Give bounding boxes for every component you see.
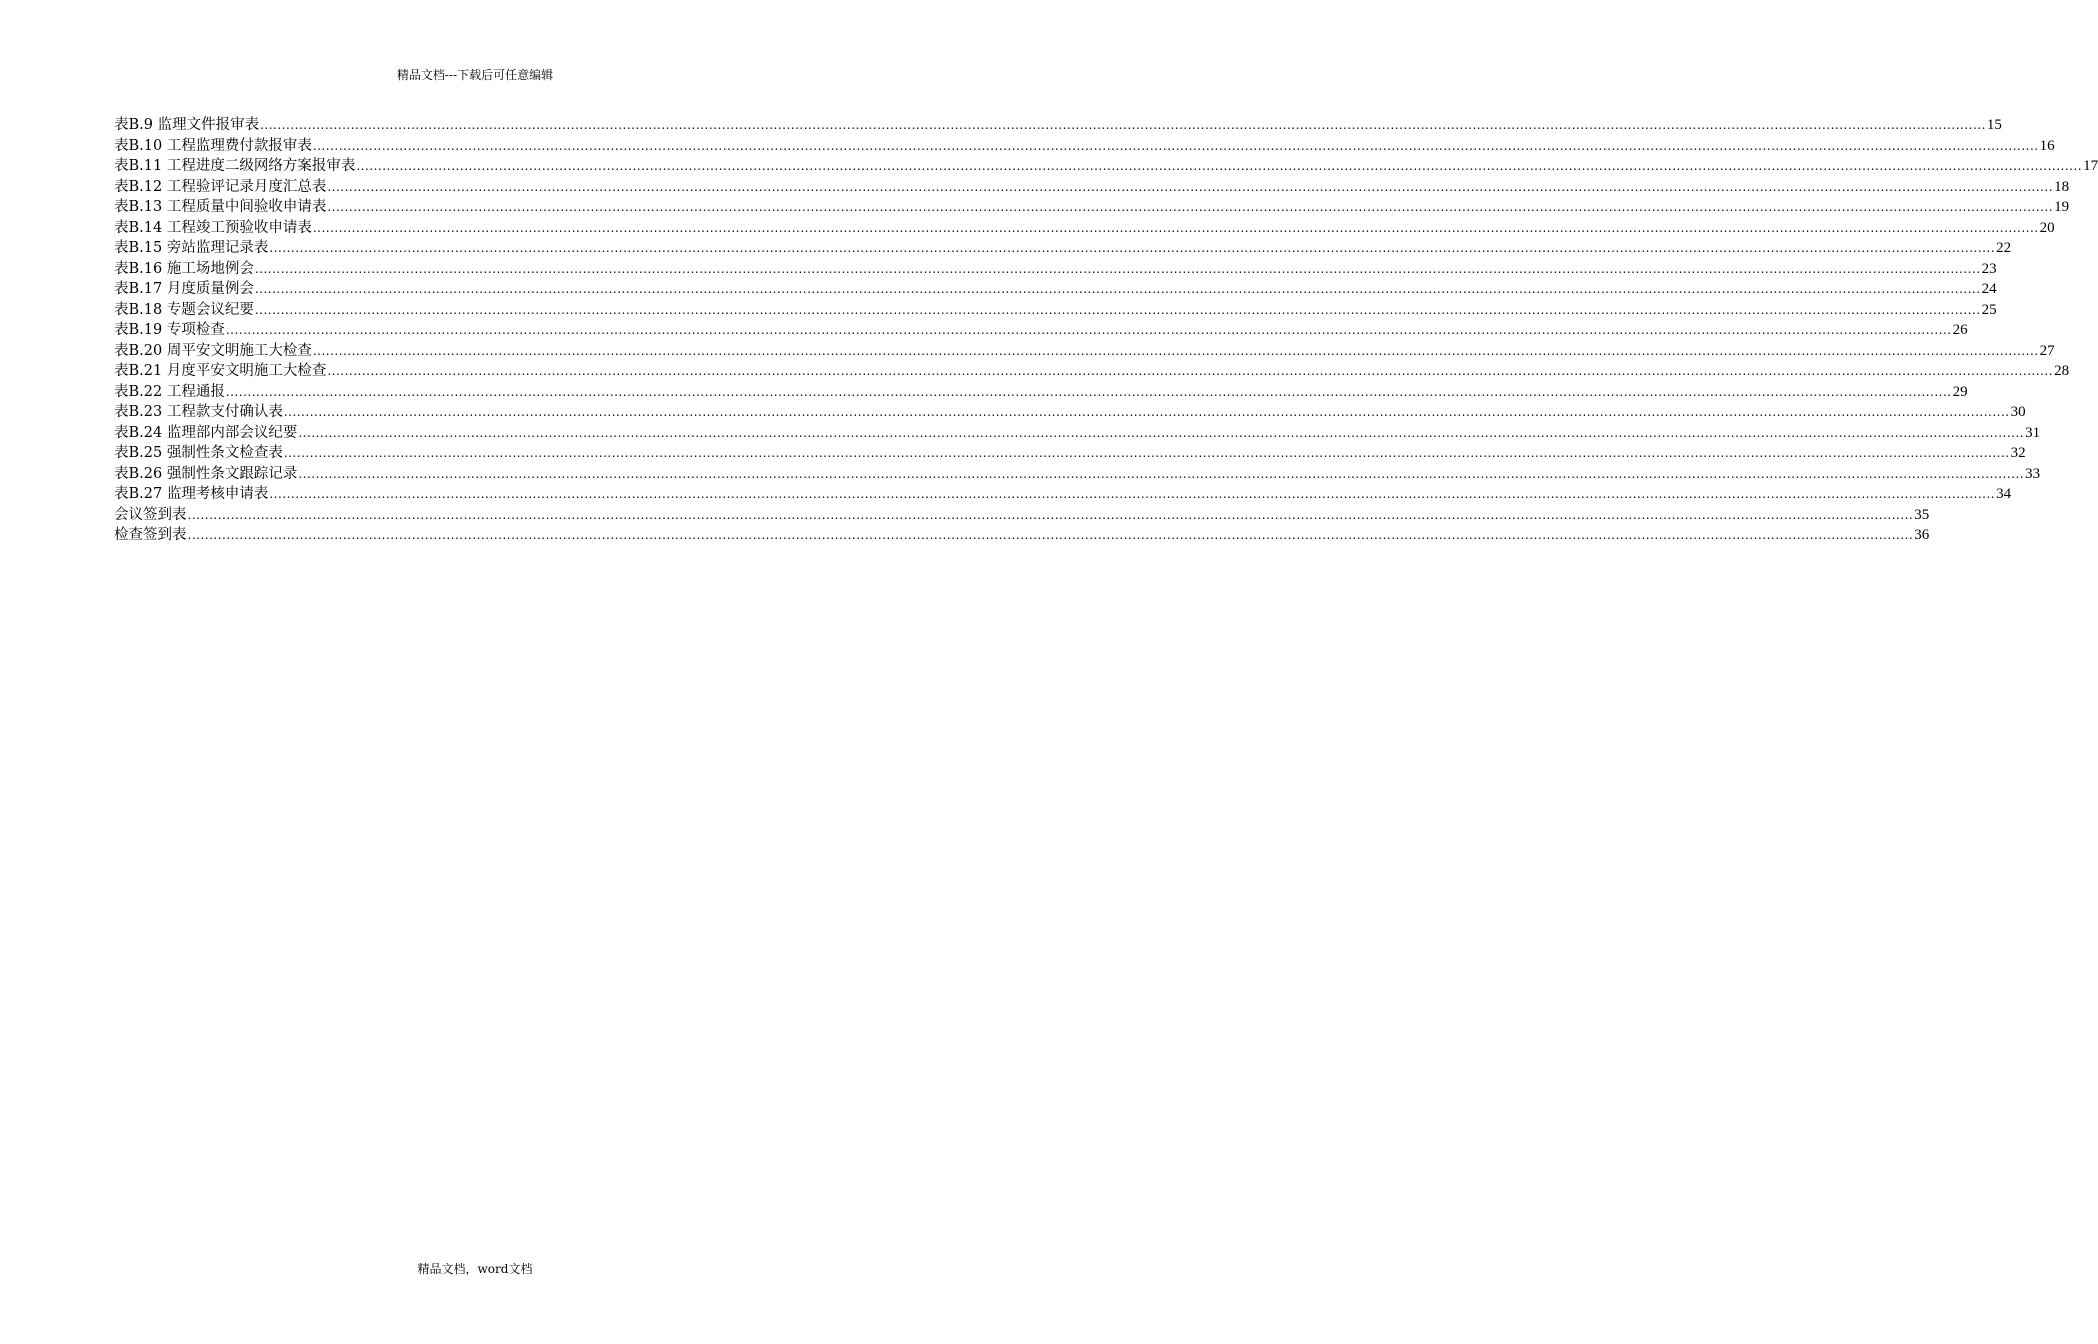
toc-dot-leader: ................................................................................................................................................................................................................................................................................................................................................................................................................ xyxy=(187,507,1914,522)
toc-entry[interactable] xyxy=(114,136,2055,157)
toc-entry[interactable] xyxy=(114,484,2012,505)
toc-entry-title: 表B.18 专题会议纪要 xyxy=(114,301,254,318)
toc-entry-title: 表B.11 工程进度二级网络方案报审表 xyxy=(114,158,356,174)
toc-entry-title: 表B.17 月度质量例会 xyxy=(114,281,254,297)
toc-entry-title: 表B.16 施工场地例会 xyxy=(114,260,254,277)
toc-dot-leader: ................................................................................................................................................................................................................................................................................................................................................................................................................ xyxy=(312,343,2039,358)
page-footer: 精品文档，word文档 xyxy=(417,1262,533,1276)
toc-entry-page-number: 36 xyxy=(1914,527,1930,543)
toc-entry-page-number: 17 xyxy=(2083,158,2098,174)
toc-entry-page-number: 27 xyxy=(2039,342,2055,359)
toc-entry[interactable] xyxy=(114,402,2026,423)
toc-entry-page-number: 23 xyxy=(1981,260,1997,277)
toc-entry-page-number: 19 xyxy=(2054,199,2070,215)
toc-entry[interactable] xyxy=(114,341,2055,362)
toc-entry-page-number: 35 xyxy=(1914,506,1930,523)
toc-entry-page-number: 15 xyxy=(1986,117,2002,133)
toc-entry-title: 表B.25 强制性条文检查表 xyxy=(114,445,283,461)
toc-dot-leader: ................................................................................................................................................................................................................................................................................................................................................................................................................ xyxy=(356,159,2083,173)
toc-entry-title: 检查签到表 xyxy=(114,527,187,543)
toc-entry-page-number: 32 xyxy=(2010,445,2026,461)
toc-entry[interactable] xyxy=(114,300,1997,321)
toc-entry[interactable] xyxy=(114,218,2055,239)
toc-entry-title: 表B.19 专项检查 xyxy=(114,322,225,338)
toc-entry-title: 表B.14 工程竣工预验收申请表 xyxy=(114,219,312,236)
toc-entry[interactable] xyxy=(114,505,1930,526)
toc-entry-page-number: 33 xyxy=(2025,465,2041,482)
toc-entry[interactable] xyxy=(114,259,1997,280)
toc-entry-page-number: 25 xyxy=(1981,301,1997,318)
toc-dot-leader: ................................................................................................................................................................................................................................................................................................................................................................................................................ xyxy=(254,261,1981,276)
toc-entry-title: 表B.22 工程通报 xyxy=(114,383,225,400)
toc-entry-page-number: 22 xyxy=(1996,240,2012,256)
toc-entry-page-number: 20 xyxy=(2039,219,2055,236)
toc-entry-title: 表B.23 工程款支付确认表 xyxy=(114,404,283,420)
toc-entry-page-number: 30 xyxy=(2010,404,2026,420)
page-header: 精品文档---下载后可任意编辑 xyxy=(396,68,554,82)
toc-entry-page-number: 18 xyxy=(2054,178,2070,195)
toc-dot-leader: ................................................................................................................................................................................................................................................................................................................................................................................................................ xyxy=(298,466,2025,481)
toc-dot-leader: ................................................................................................................................................................................................................................................................................................................................................................................................................ xyxy=(269,241,1996,255)
toc-entry-title: 表B.27 监理考核申请表 xyxy=(114,486,269,502)
toc-entry[interactable] xyxy=(114,525,1930,546)
toc-dot-leader: ................................................................................................................................................................................................................................................................................................................................................................................................................ xyxy=(312,138,2039,153)
toc-entry[interactable] xyxy=(114,156,2098,177)
toc-dot-leader: ................................................................................................................................................................................................................................................................................................................................................................................................................ xyxy=(254,302,1981,317)
toc-dot-leader: ................................................................................................................................................................................................................................................................................................................................................................................................................ xyxy=(327,200,2054,214)
toc-entry-title: 表B.10 工程监理费付款报审表 xyxy=(114,137,312,154)
toc-entry[interactable] xyxy=(114,361,2070,382)
toc-entry-title: 表B.9 监理文件报审表 xyxy=(114,117,260,133)
toc-entry-title: 表B.12 工程验评记录月度汇总表 xyxy=(114,178,327,195)
toc-entry[interactable] xyxy=(114,443,2026,464)
toc-entry-title: 表B.21 月度平安文明施工大检查 xyxy=(114,363,327,379)
toc-entry-title: 表B.20 周平安文明施工大检查 xyxy=(114,342,312,359)
toc-dot-leader: ................................................................................................................................................................................................................................................................................................................................................................................................................ xyxy=(225,384,1952,399)
toc-dot-leader: ................................................................................................................................................................................................................................................................................................................................................................................................................ xyxy=(298,425,2025,440)
toc-dot-leader: ................................................................................................................................................................................................................................................................................................................................................................................................................ xyxy=(327,179,2054,194)
toc-entry-title: 表B.13 工程质量中间验收申请表 xyxy=(114,199,327,215)
toc-entry-page-number: 31 xyxy=(2025,424,2041,441)
toc-entry[interactable] xyxy=(114,423,2041,444)
toc-entry-title: 表B.15 旁站监理记录表 xyxy=(114,240,269,256)
toc-dot-leader: ................................................................................................................................................................................................................................................................................................................................................................................................................ xyxy=(254,282,1981,296)
toc-entry-title: 会议签到表 xyxy=(114,506,187,523)
toc-entry-page-number: 29 xyxy=(1952,383,1968,400)
toc-entry-page-number: 16 xyxy=(2039,137,2055,154)
toc-entry-page-number: 28 xyxy=(2054,363,2070,379)
toc-entry[interactable] xyxy=(114,115,2002,136)
toc-entry-page-number: 24 xyxy=(1981,281,1997,297)
toc-entry-page-number: 26 xyxy=(1952,322,1968,338)
toc-entry-title: 表B.26 强制性条文跟踪记录 xyxy=(114,465,298,482)
toc-entry[interactable] xyxy=(114,279,1997,300)
toc-entry[interactable] xyxy=(114,320,1968,341)
toc-dot-leader: ................................................................................................................................................................................................................................................................................................................................................................................................................ xyxy=(283,446,2010,460)
toc-entry-page-number: 34 xyxy=(1996,486,2012,502)
toc-dot-leader: ................................................................................................................................................................................................................................................................................................................................................................................................................ xyxy=(283,405,2010,419)
toc-dot-leader: ................................................................................................................................................................................................................................................................................................................................................................................................................ xyxy=(312,220,2039,235)
toc-dot-leader: ................................................................................................................................................................................................................................................................................................................................................................................................................ xyxy=(269,487,1996,501)
toc-entry[interactable] xyxy=(114,382,1968,403)
toc-dot-leader: ................................................................................................................................................................................................................................................................................................................................................................................................................ xyxy=(260,118,1986,132)
toc-entry[interactable] xyxy=(114,197,2070,218)
table-of-contents xyxy=(114,115,2098,546)
toc-dot-leader: ................................................................................................................................................................................................................................................................................................................................................................................................................ xyxy=(187,528,1914,542)
toc-dot-leader: ................................................................................................................................................................................................................................................................................................................................................................................................................ xyxy=(327,364,2054,378)
toc-entry[interactable] xyxy=(114,238,2012,259)
toc-dot-leader: ................................................................................................................................................................................................................................................................................................................................................................................................................ xyxy=(225,323,1952,337)
toc-entry[interactable] xyxy=(114,464,2041,485)
toc-entry[interactable] xyxy=(114,177,2070,198)
toc-entry-title: 表B.24 监理部内部会议纪要 xyxy=(114,424,298,441)
